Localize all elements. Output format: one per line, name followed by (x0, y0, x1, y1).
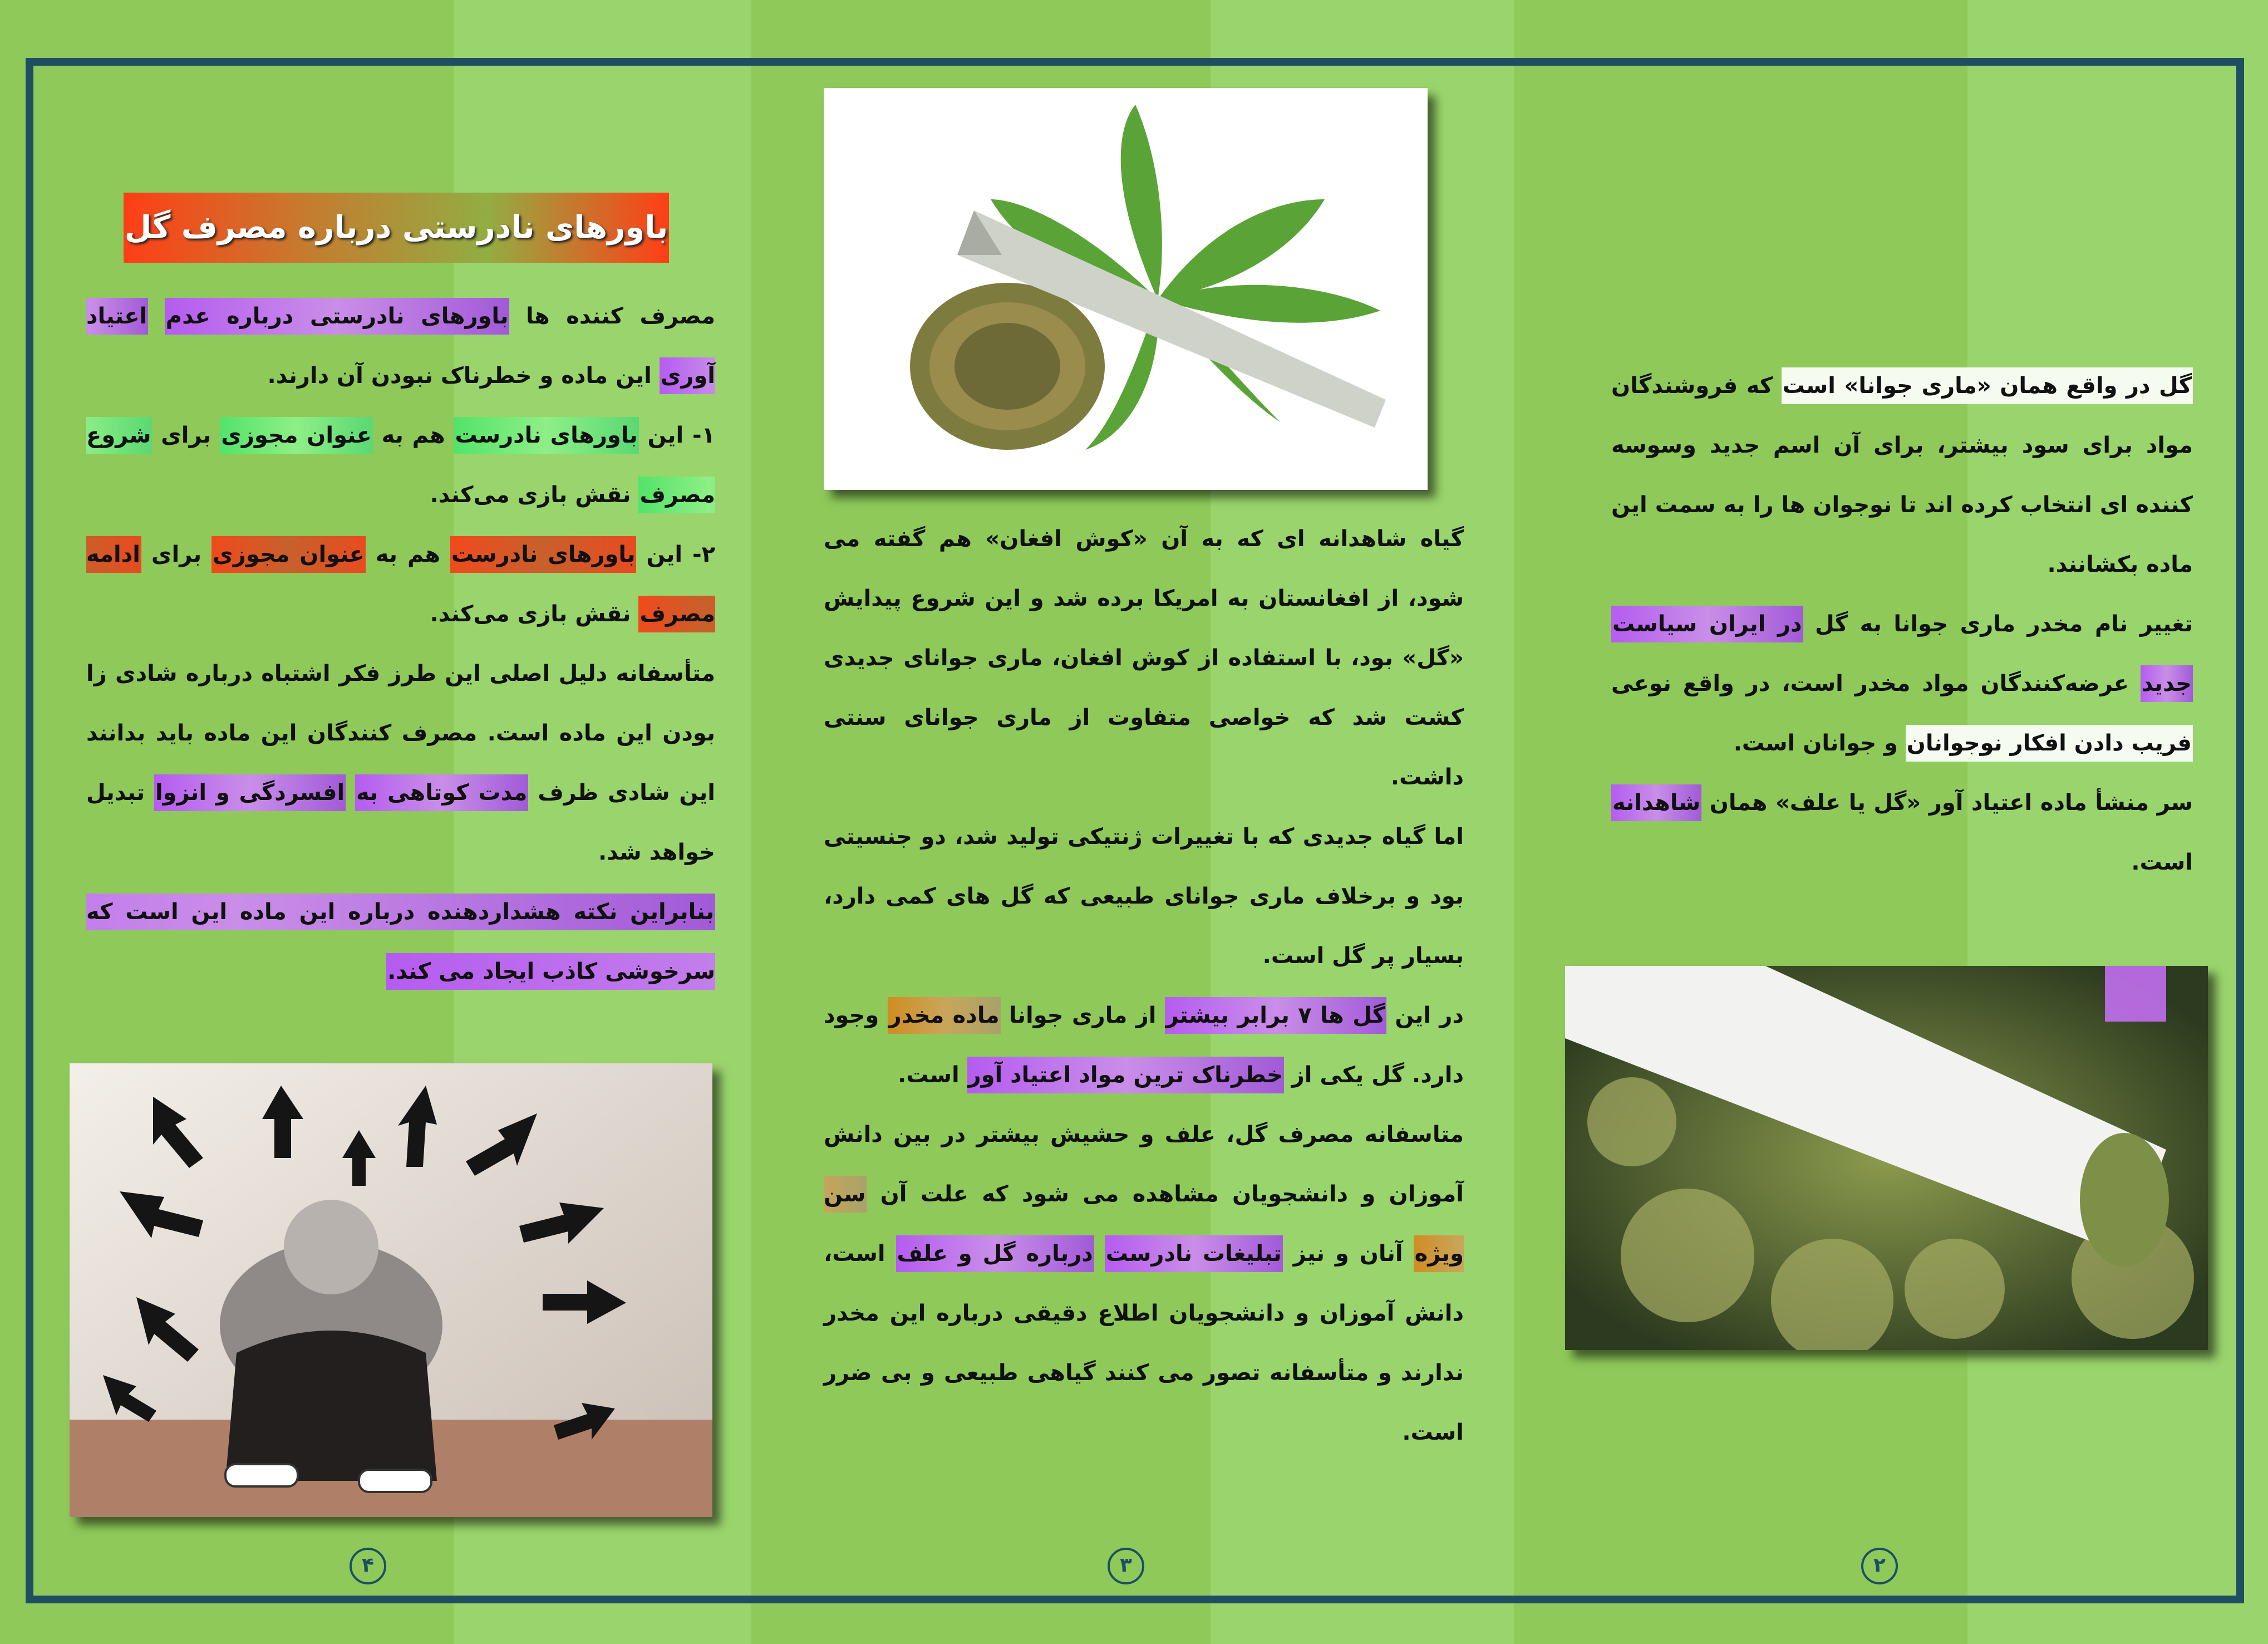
highlighted-text: گل ها ۷ برابر بیشتر (1165, 997, 1386, 1034)
paragraph (86, 644, 715, 882)
text-segment: ۲- این (636, 542, 716, 567)
text-segment: سر منشأ ماده اعتیاد آور «گل یا علف» همان (1701, 790, 2193, 816)
paragraph (824, 1105, 1464, 1463)
highlighted-text: سن ویژه (824, 1176, 1464, 1272)
paragraph (1611, 356, 2193, 595)
highlighted-text: گل در واقع همان «ماری جوانا» است (1782, 367, 2193, 404)
paragraph (824, 509, 1464, 807)
highlighted-text: درباره گل و علف (896, 1235, 1094, 1272)
paragraph (1611, 595, 2193, 773)
paragraph (824, 986, 1464, 1105)
highlighted-text: عنوان مجوزی (211, 536, 366, 573)
text-segment: گیاه شاهدانه ای که به آن «کوش افغان» هم گفته می شود، از افغانستان به امریکا برده شد و این شروع پیدایش «گل» بود، با استفاده از کوش افغان، ماری جوانای جدیدی کشت شد که خواصی متفاوت از ماری جوانای سنتی داشت. (824, 526, 1464, 790)
highlighted-text: باورهای نادرست (450, 536, 637, 573)
text-segment (148, 303, 165, 329)
text-segment: نقش بازی می‌کند. (430, 482, 639, 508)
paragraph (86, 287, 715, 406)
highlighted-text: باورهای نادرست (454, 417, 638, 454)
page-number-left: ۴ (350, 1548, 386, 1584)
text-segment: متأسفانه دلیل اصلی این طرز فکر اشتباه درباره شادی زا بودن این ماده است. مصرف کنندگان این ماده باید بدانند این شادی ظرف (86, 661, 716, 806)
text-segment: و جوانان است. (1733, 730, 1906, 756)
text-segment (346, 780, 355, 806)
text-segment: تبدیل خواهد شد. (86, 780, 715, 865)
text-segment: مصرف کننده ها (509, 303, 715, 329)
paragraph (86, 525, 715, 644)
text-segment: که فروشندگان مواد برای سود بیشتر، برای آن اسم جدید وسوسه کننده ای انتخاب کرده اند تا نوجوان ها را به سمت این ماده بکشانند. (1611, 373, 2193, 577)
highlighted-text: ادامه مصرف (86, 536, 715, 632)
text-segment: هم به (365, 542, 450, 567)
text-segment: است. (898, 1062, 967, 1088)
paragraph (86, 882, 715, 1002)
text-segment: عرضه‌کنندگان مواد مخدر است، در واقع نوعی (1611, 671, 2141, 696)
text-segment: متاسفانه مصرف گل، علف و حشیش بیشتر در بین دانش آموزان و دانشجویان مشاهده می شود که علت آن (824, 1122, 1464, 1207)
highlighted-text: شروع مصرف (86, 417, 715, 513)
text-segment: اما گیاه جدیدی که با تغییرات ژنتیکی تولید شد، دو جنسیتی بود و برخلاف ماری جوانای طبیعی که گل های کمی دارد، بسیار پر گل است. (824, 824, 1464, 969)
highlighted-text: باورهای نادرستی درباره عدم (165, 298, 510, 335)
joint-closeup-icon (1565, 966, 2208, 1350)
highlighted-text: خطرناک ترین مواد اعتیاد آور (967, 1057, 1284, 1093)
depressed-youth-arrows-icon (70, 1063, 712, 1517)
page-number-right: ۲ (1861, 1548, 1898, 1584)
highlighted-text: فریب دادن افکار نوجوانان (1906, 725, 2193, 762)
highlighted-text: جدید (2141, 665, 2193, 702)
cannabis-leaf-joint-icon (824, 88, 1428, 490)
highlighted-text: شاهدانه (1611, 784, 1701, 821)
highlighted-text: افسردگی و انزوا (154, 774, 346, 811)
text-segment: است. (2131, 850, 2193, 875)
text-segment: نقش بازی می‌کند. (430, 601, 639, 627)
page-number-middle: ۳ (1108, 1548, 1144, 1584)
text-segment (1094, 1241, 1105, 1267)
highlighted-text: مدت کوتاهی به (355, 774, 528, 811)
text-segment: آنان و نیز (1282, 1241, 1414, 1267)
text-segment: تغییر نام مخدر ماری جوانا به گل (1803, 611, 2193, 637)
text-segment: از ماری جوانا (1000, 1003, 1165, 1028)
paragraph (86, 406, 715, 525)
highlighted-text: در ایران سیاست (1611, 606, 1803, 642)
text-segment: است، دانش آموزان و دانشجویان اطلاع دقیقی درباره این مخدر ندارند و متأسفانه تصور می کنند گیاهی طبیعی و بی ضرر است. (824, 1241, 1464, 1445)
paragraph (824, 807, 1464, 986)
text-segment: هم به (372, 423, 454, 448)
highlighted-text: بنابراین نکته هشداردهنده درباره این ماده این است که سرخوشی کاذب ایجاد می کند. (86, 894, 715, 990)
highlighted-text: ماده مخدر (888, 997, 1001, 1034)
panel-right-text (1611, 356, 2193, 892)
panel-left-title: باورهای نادرستی درباره مصرف گل (124, 193, 669, 263)
text-segment: در این (1386, 1003, 1464, 1028)
text-segment: برای (141, 542, 212, 567)
text-segment: این ماده و خطرناک نبودن آن دارند. (267, 363, 660, 389)
text-segment: وجود دارد. گل یکی از (824, 1003, 1464, 1088)
text-segment: برای (152, 423, 220, 448)
text-segment: ۱- این (638, 423, 716, 448)
highlighted-text: تبلیغات نادرست (1105, 1235, 1283, 1272)
panel-middle-text (824, 509, 1464, 1463)
highlighted-text: اعتیاد آوری (86, 298, 715, 394)
paragraph (1611, 773, 2193, 892)
highlighted-text: عنوان مجوزی (220, 417, 373, 454)
panel-left-text (86, 287, 715, 1002)
